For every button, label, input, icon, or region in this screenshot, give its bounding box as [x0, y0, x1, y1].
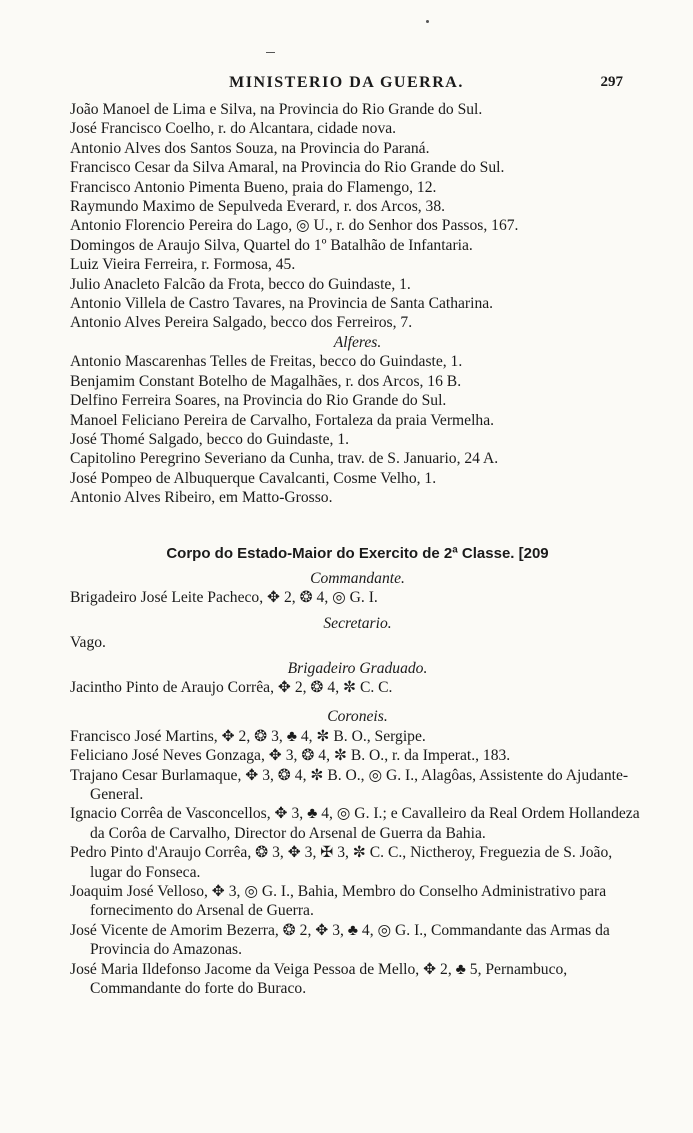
list-item: Francisco Cesar da Silva Amaral, na Provincia do Rio Grande do Sul. [70, 159, 505, 177]
list-item: Antonio Alves dos Santos Souza, na Provincia do Paraná. [70, 139, 430, 157]
list-item: João Manoel de Lima e Silva, na Provincia do Rio Grande do Sul. [70, 101, 483, 118]
list-item: Antonio Alves Ribeiro, em Matto-Grosso. [70, 489, 333, 507]
page-header [0, 74, 693, 96]
page-body [70, 100, 645, 998]
secretario-entry: Vago. [70, 634, 106, 652]
list-item: Antonio Alves Pereira Salgado, becco dos Ferreiros, 7. [70, 314, 413, 332]
officer-list-1 [70, 100, 645, 333]
top-dash [266, 52, 275, 53]
list-item: José Francisco Coelho, r. do Alcantara, cidade nova. [70, 120, 397, 138]
page-number: 297 [600, 74, 623, 90]
list-item: Luiz Vieira Ferreira, r. Formosa, 45. [70, 256, 296, 274]
list-item: Domingos de Araujo Silva, Quartel do 1º Batalhão de Infantaria. [70, 236, 473, 254]
page-title: MINISTERIO DA GUERRA. [229, 74, 464, 91]
list-item: Raymundo Maximo de Sepulveda Everard, r. dos Arcos, 38. [70, 198, 446, 216]
section-title: Corpo do Estado-Maior do Exercito de 2ª Classe. [209 [166, 544, 549, 562]
top-dot [426, 20, 429, 23]
commandante-entry: Brigadeiro José Leite Pacheco, ✥ 2, ❂ 4, ◎ G. I. [70, 589, 378, 607]
list-item: Benjamim Constant Botelho de Magalhães, r. dos Arcos, 16 B. [70, 372, 462, 390]
list-item: Julio Anacleto Falcão da Frota, becco do Guindaste, 1. [70, 275, 411, 293]
list-item: José Maria Ildefonso Jacome da Veiga Pessoa de Mello, ✥ 2, ♣ 5, Pernambuco, Commandante do forte do Buraco. [70, 960, 568, 998]
coroneis-list [70, 727, 645, 999]
officer-list-2 [70, 352, 645, 507]
list-item: Joaquim José Velloso, ✥ 3, ◎ G. I., Bahia, Membro do Conselho Administrativo para fornecimento do Arsenal de Guerra. [70, 883, 607, 920]
list-item: Antonio Villela de Castro Tavares, na Provincia de Santa Catharina. [70, 295, 494, 313]
list-item: Capitolino Peregrino Severiano da Cunha, trav. de S. Januario, 24 A. [70, 450, 499, 468]
commandante-heading: Commandante. [310, 569, 405, 587]
list-item: Antonio Mascarenhas Telles de Freitas, becco do Guindaste, 1. [70, 353, 463, 371]
list-item: Trajano Cesar Burlamaque, ✥ 3, ❂ 4, ✼ B. O., ◎ G. I., Alagôas, Assistente do Ajudante-General. [70, 766, 629, 803]
list-item: José Vicente de Amorim Bezerra, ❂ 2, ✥ 3, ♣ 4, ◎ G. I., Commandante das Armas da Provincia do Amazonas. [70, 921, 610, 959]
brigadeiro-heading: Brigadeiro Graduado. [287, 659, 428, 677]
list-item: José Thomé Salgado, becco do Guindaste, 1. [70, 430, 350, 448]
list-item: Francisco Antonio Pimenta Bueno, praia do Flamengo, 12. [70, 178, 437, 196]
list-item: Antonio Florencio Pereira do Lago, ◎ U., r. do Senhor dos Passos, 167. [70, 217, 519, 235]
alferes-heading: Alferes. [333, 333, 382, 351]
list-item: Francisco José Martins, ✥ 2, ❂ 3, ♣ 4, ✼ B. O., Sergipe. [70, 727, 426, 745]
secretario-heading: Secretario. [323, 614, 392, 632]
list-item: Delfino Ferreira Soares, na Provincia do Rio Grande do Sul. [70, 392, 447, 410]
coroneis-heading: Coroneis. [327, 708, 388, 726]
list-item: Pedro Pinto d'Araujo Corrêa, ❂ 3, ✥ 3, ✠ 3, ✼ C. C., Nictheroy, Freguezia de S. João, lugar do Fonseca. [70, 844, 613, 881]
list-item: Ignacio Corrêa de Vasconcellos, ✥ 3, ♣ 4, ◎ G. I.; e Cavalleiro da Real Ordem Hollandeza da Corôa de Carvalho, Director do Arsenal de Guerra da Bahia. [70, 805, 640, 842]
list-item: José Pompeo de Albuquerque Cavalcanti, Cosme Velho, 1. [70, 469, 437, 487]
list-item: Feliciano José Neves Gonzaga, ✥ 3, ❂ 4, ✼ B. O., r. da Imperat., 183. [70, 747, 511, 765]
brigadeiro-entry: Jacintho Pinto de Araujo Corrêa, ✥ 2, ❂ 4, ✼ C. C. [70, 678, 393, 696]
list-item: Manoel Feliciano Pereira de Carvalho, Fortaleza da praia Vermelha. [70, 411, 495, 429]
